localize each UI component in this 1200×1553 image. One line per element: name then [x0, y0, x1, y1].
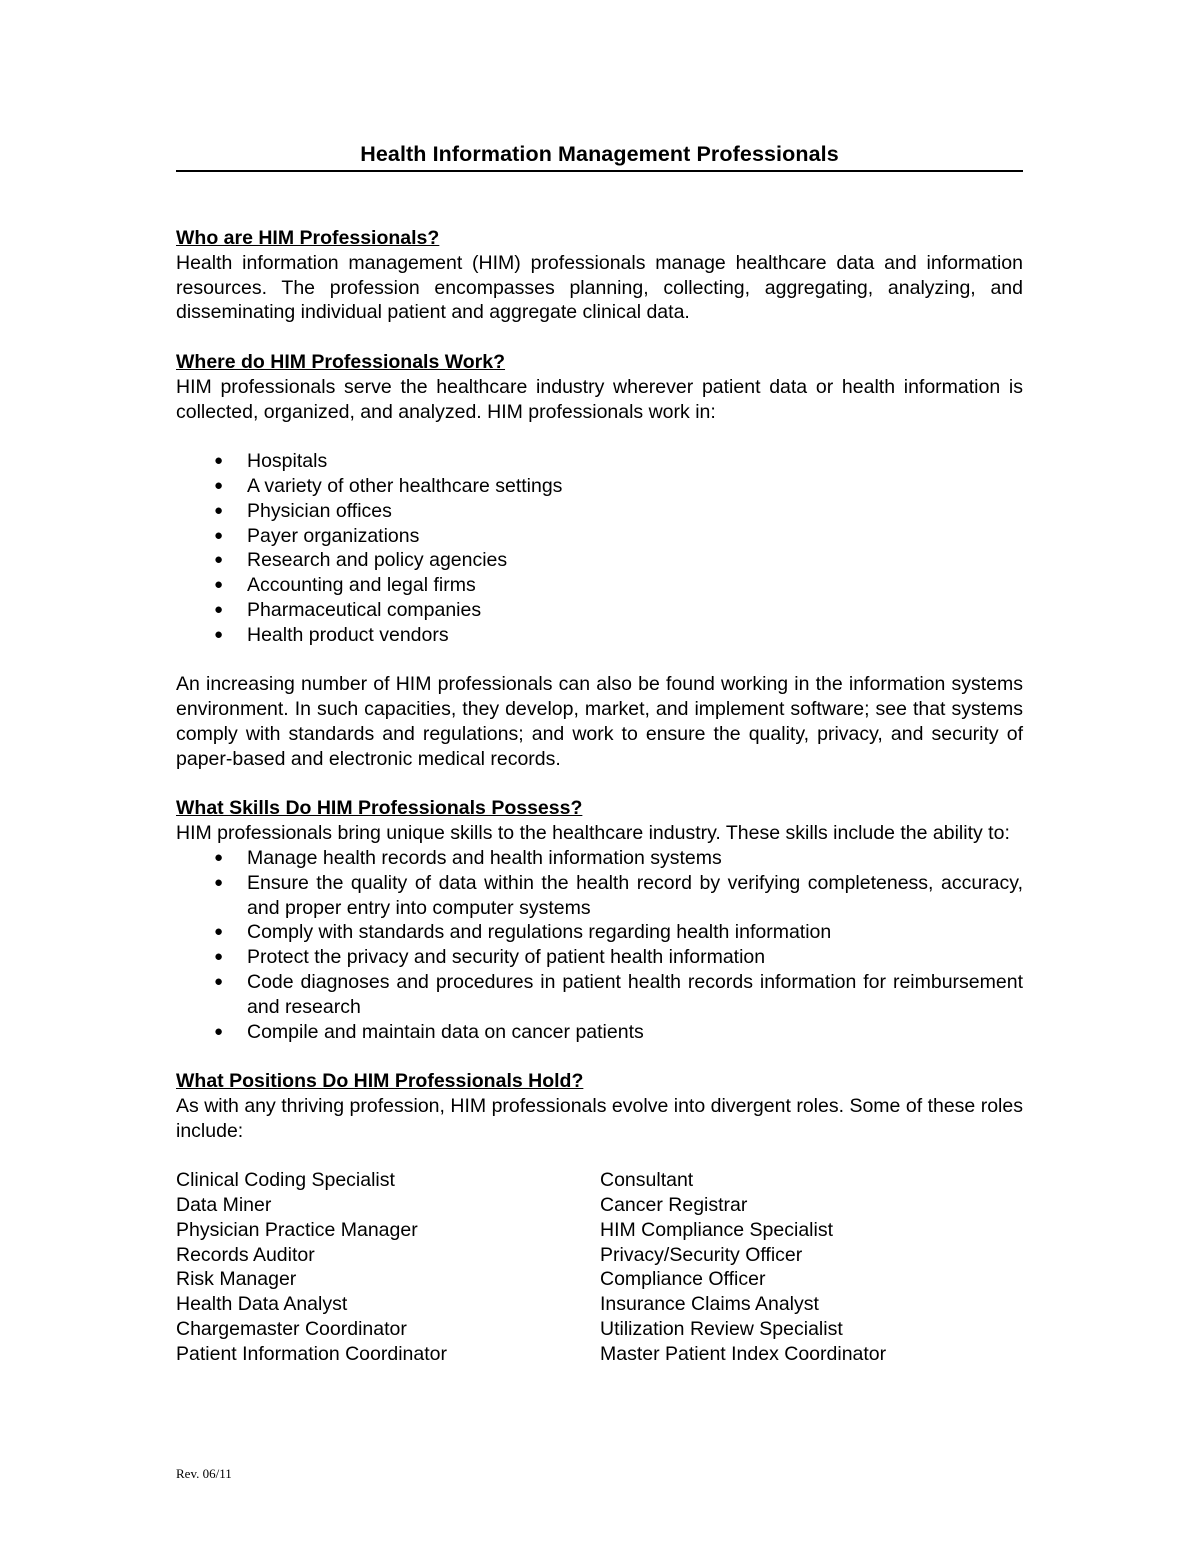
list-item: ● Compile and maintain data on cancer patients — [214, 1020, 644, 1043]
bullet-icon: ● — [214, 576, 224, 594]
list-item: ● Ensure the quality of data within the health record by verifying completeness, accuracy, and proper entry into computer systems — [214, 871, 1023, 919]
skills-list — [176, 846, 1023, 1044]
section-positions — [176, 1069, 1023, 1367]
document-page — [176, 140, 1023, 1367]
section-text-where: HIM professionals serve the healthcare industry wherever patient data or health information is collected, organized, and analyzed. HIM professionals work in: — [176, 375, 1023, 423]
title-rule — [176, 140, 1023, 172]
list-item: ● Health product vendors — [214, 623, 449, 646]
bullet-icon: ● — [214, 1022, 224, 1040]
section-who — [176, 226, 1023, 325]
list-item: ● Protect the privacy and security of patient health information — [214, 946, 766, 969]
section-text-who: Health information management (HIM) professionals manage healthcare data and information resources. The profession encompasses planning, collecting, aggregating, analyzing, and disseminating individual patient and aggregate clinical data. — [176, 251, 1023, 324]
bullet-icon: ● — [214, 501, 224, 519]
bullet-icon: ● — [214, 948, 224, 966]
list-item: ● Code diagnoses and procedures in patient health records information for reimbursement and research — [214, 970, 1023, 1018]
revision-footer: Rev. 06/11 — [176, 1466, 232, 1481]
list-item: ● Payer organizations — [214, 524, 420, 547]
list-item: Data Miner — [176, 1194, 272, 1217]
section-heading-positions: What Positions Do HIM Professionals Hold? — [176, 1070, 584, 1093]
section-where — [176, 350, 1023, 772]
bullet-icon: ● — [214, 476, 224, 494]
section-text-positions: As with any thriving profession, HIM professionals evolve into divergent roles. Some of these roles include: — [176, 1094, 1023, 1142]
list-item: Cancer Registrar — [600, 1194, 748, 1217]
positions-column-left — [176, 1168, 600, 1366]
list-item: ● Accounting and legal firms — [214, 574, 476, 597]
bullet-icon: ● — [214, 972, 224, 990]
bullet-icon: ● — [214, 526, 224, 544]
list-item: Clinical Coding Specialist — [176, 1169, 395, 1192]
list-item: Health Data Analyst — [176, 1293, 348, 1316]
bullet-icon: ● — [214, 600, 224, 618]
list-item: ● Physician offices — [214, 499, 392, 522]
section-heading-who: Who are HIM Professionals? — [176, 227, 440, 249]
list-item: ● Comply with standards and regulations regarding health information — [214, 921, 832, 944]
list-item: Risk Manager — [176, 1268, 297, 1291]
list-item: Physician Practice Manager — [176, 1218, 418, 1241]
list-item: ● Manage health records and health information systems — [214, 846, 722, 869]
list-item: ● Pharmaceutical companies — [214, 598, 482, 621]
list-item: Insurance Claims Analyst — [600, 1293, 819, 1316]
list-item: Utilization Review Specialist — [600, 1318, 843, 1341]
positions-column-right — [600, 1168, 1023, 1366]
list-item: Chargemaster Coordinator — [176, 1318, 407, 1341]
section-text-where-2: An increasing number of HIM professionals can also be found working in the information systems environment. In such capacities, they develop, market, and implement software; see that systems comply with standards and regulations; and work to ensure the quality, privacy, and security of paper-based and electronic medical records. — [176, 673, 1023, 770]
list-item: ● Hospitals — [214, 450, 328, 473]
list-item: Privacy/Security Officer — [600, 1243, 803, 1266]
workplace-list — [176, 449, 1023, 647]
list-item: HIM Compliance Specialist — [600, 1218, 834, 1241]
bullet-icon: ● — [214, 873, 224, 891]
list-item: Master Patient Index Coordinator — [600, 1342, 887, 1365]
list-item: Compliance Officer — [600, 1268, 766, 1291]
bullet-icon: ● — [214, 848, 224, 866]
list-item: Consultant — [600, 1169, 694, 1192]
list-item: Patient Information Coordinator — [176, 1342, 447, 1365]
list-item: ● A variety of other healthcare settings — [214, 474, 563, 497]
section-heading-where: Where do HIM Professionals Work? — [176, 350, 506, 373]
bullet-icon: ● — [214, 625, 224, 643]
section-skills — [176, 796, 1023, 1044]
positions-columns — [176, 1168, 1023, 1366]
bullet-icon: ● — [214, 923, 224, 941]
section-text-skills: HIM professionals bring unique skills to the healthcare industry. These skills include the ability to: — [176, 822, 1010, 845]
bullet-icon: ● — [214, 452, 224, 470]
bullet-icon: ● — [214, 551, 224, 569]
list-item: Records Auditor — [176, 1243, 315, 1266]
list-item: ● Research and policy agencies — [214, 549, 508, 572]
section-heading-skills: What Skills Do HIM Professionals Possess? — [176, 797, 583, 820]
page-title: Health Information Management Professionals — [360, 142, 839, 166]
